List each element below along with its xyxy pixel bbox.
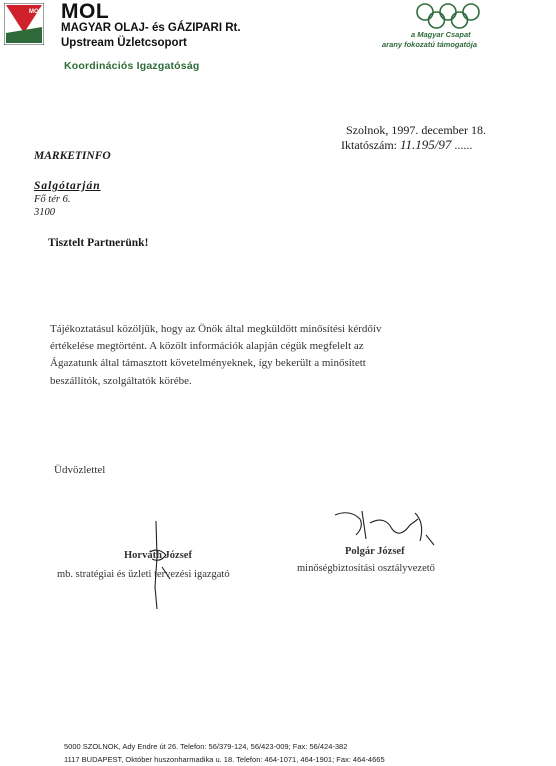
body-line: Tájékoztatásul közöljük, hogy az Önök által megküldött minősítési kérdőív: [50, 323, 382, 335]
recipient-street: Fő tér 6.: [34, 194, 71, 205]
body-line: Ágazatunk által támasztott követelményeknek, így bekerült a minősített: [50, 357, 366, 369]
sponsor-line-2: arany fokozatú támogatója: [382, 40, 478, 49]
recipient-zip: 3100: [34, 207, 55, 218]
signatory-1-name: Horváth József: [124, 550, 192, 561]
registration-number: 11.195/97: [399, 137, 452, 152]
company-full-name: MAGYAR OLAJ- és GÁZIPARI Rt.: [61, 22, 241, 34]
signatory-1-title: mb. stratégiai és üzleti tervezési igazgató: [57, 569, 230, 580]
registration-label: Iktatószám:: [341, 138, 397, 152]
registration-trail: ......: [454, 138, 473, 152]
salutation: Tisztelt Partnerünk!: [48, 237, 149, 249]
letter-date: Szolnok, 1997. december 18.: [346, 123, 486, 137]
recipient-city: Salgótarján: [34, 180, 101, 192]
footer-address-budapest: 1117 BUDAPEST, Október huszonharmadika u. 18. Telefon: 464-1071, 464-1901; Fax: 464-4665: [64, 755, 385, 764]
olympic-rings-icon: [413, 2, 483, 32]
svg-text:MOL: MOL: [29, 9, 43, 15]
company-name: MOL: [61, 0, 110, 23]
signatory-2-name: Polgár József: [345, 546, 405, 557]
signature-scribble-1: [140, 517, 180, 612]
recipient-name: MARKETINFO: [34, 150, 111, 162]
footer-address-szolnok: 5000 SZOLNOK, Ady Endre út 26. Telefon: 56/379-124, 56/423-009; Fax: 56/424-382: [64, 742, 348, 751]
body-line: beszállítók, szolgáltatók körébe.: [50, 375, 192, 387]
sponsor-line-1: a Magyar Csapat: [411, 30, 471, 39]
company-department: Koordinációs Igazgatóság: [64, 60, 200, 72]
registration-line: [341, 137, 472, 153]
closing: Üdvözlettel: [54, 464, 106, 476]
signatory-2-title: minőségbiztosítási osztályvezető: [297, 563, 435, 574]
body-line: értékelése megtörtént. A közölt információk alapján cégük megfelelt az: [50, 340, 364, 352]
company-division: Upstream Üzletcsoport: [61, 37, 187, 49]
signature-scribble-2: [330, 505, 440, 550]
mol-logo: [4, 3, 44, 45]
